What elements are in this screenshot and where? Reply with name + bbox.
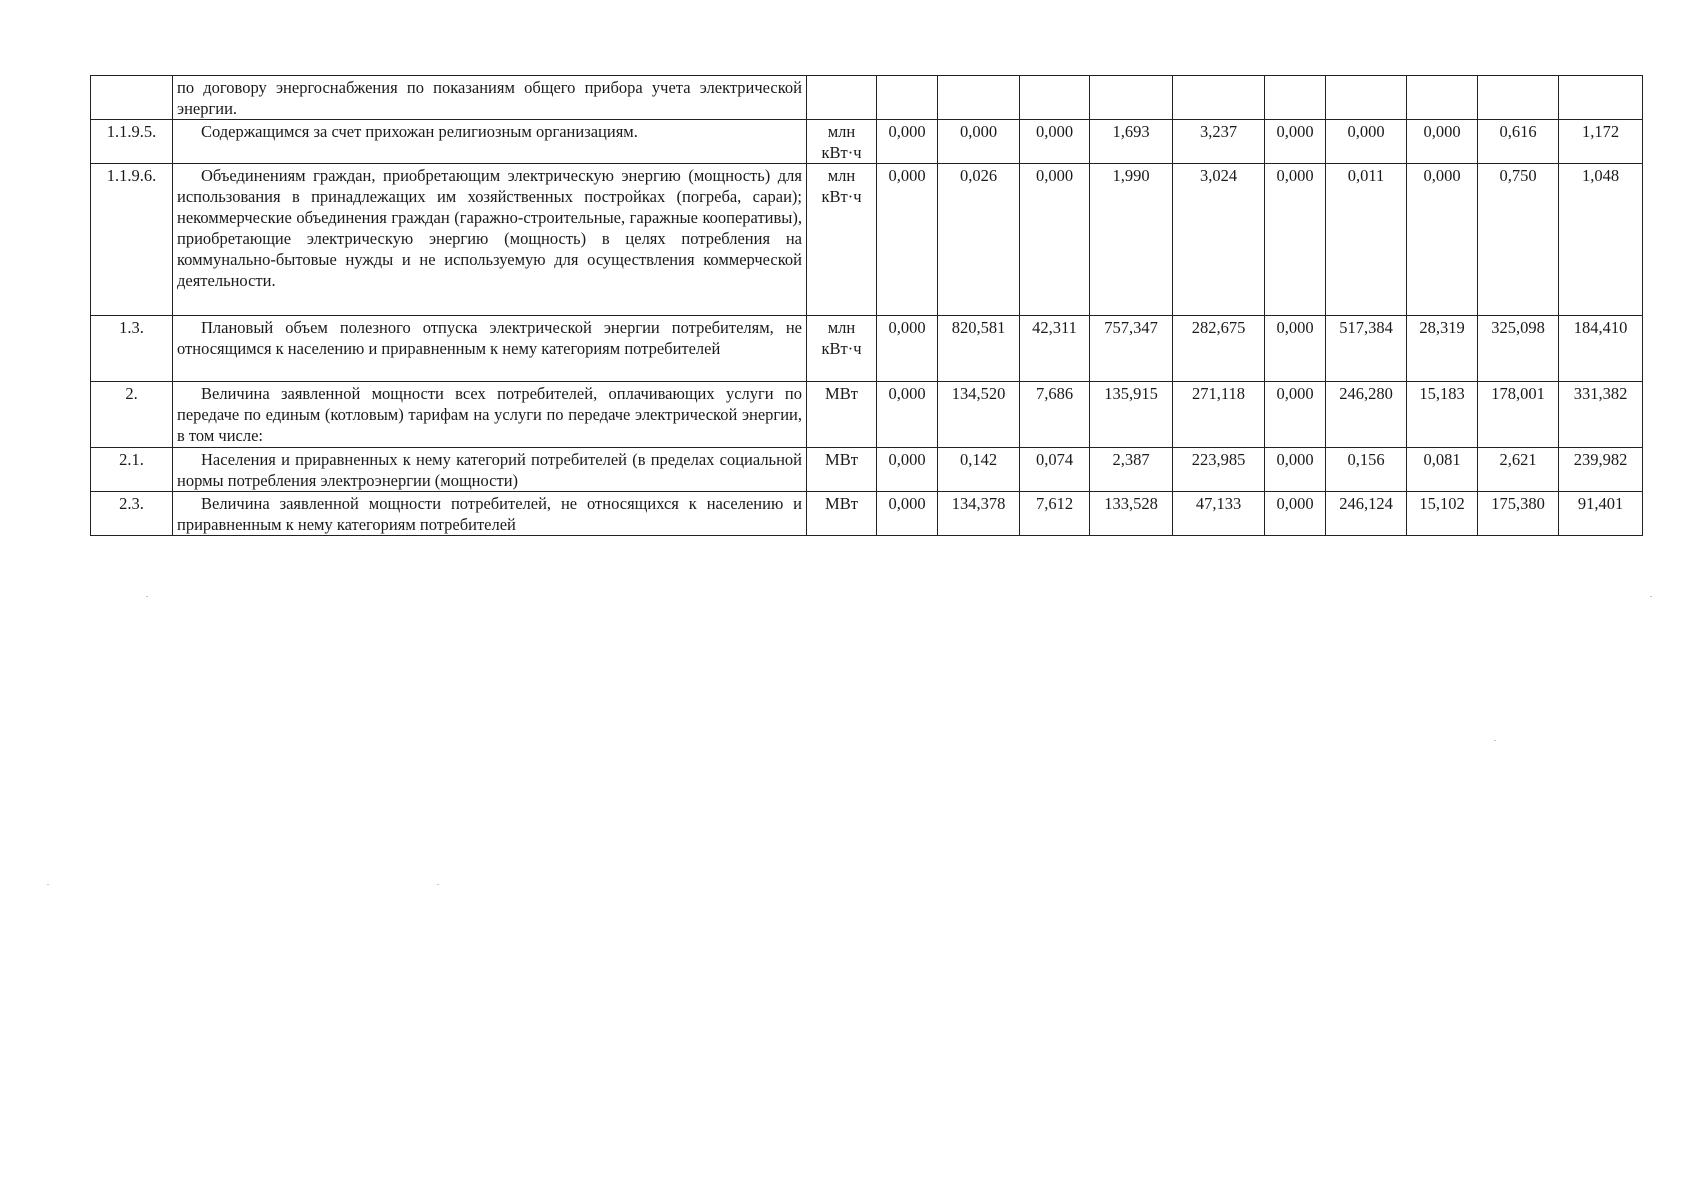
value-cell: 0,000 xyxy=(877,448,938,492)
value-cell: 239,982 xyxy=(1559,448,1643,492)
row-unit: МВт xyxy=(807,448,877,492)
value-cell xyxy=(1407,76,1478,120)
value-cell: 223,985 xyxy=(1173,448,1265,492)
value-cell xyxy=(1265,76,1326,120)
value-cell: 28,319 xyxy=(1407,316,1478,382)
tariff-table-sheet xyxy=(90,75,1642,536)
row-number: 2. xyxy=(91,382,173,448)
row-description: Объединениям граждан, приобретающим электрическую энергию (мощность) для использования в принадлежащих им хозяйственных постройках (погреба, сараи); некоммерческие объединения граждан (гаражно-строительные, гаражные кооперативы), приобретающие электрическую энергию (мощность) в целях потребления на коммунально-бытовые нужды и не используемую для осуществления коммерческой деятельности. xyxy=(173,164,807,316)
value-cell: 133,528 xyxy=(1090,492,1173,536)
value-cell xyxy=(938,76,1020,120)
scan-speck xyxy=(1650,596,1652,597)
value-cell: 15,102 xyxy=(1407,492,1478,536)
value-cell: 0,026 xyxy=(938,164,1020,316)
scan-speck xyxy=(437,884,439,885)
value-cell: 134,520 xyxy=(938,382,1020,448)
value-cell: 1,048 xyxy=(1559,164,1643,316)
value-cell: 0,000 xyxy=(1265,164,1326,316)
value-cell: 0,156 xyxy=(1326,448,1407,492)
value-cell: 757,347 xyxy=(1090,316,1173,382)
row-number: 2.1. xyxy=(91,448,173,492)
row-number: 1.3. xyxy=(91,316,173,382)
value-cell: 135,915 xyxy=(1090,382,1173,448)
value-cell: 184,410 xyxy=(1559,316,1643,382)
value-cell: 0,000 xyxy=(1265,120,1326,164)
row-number: 1.1.9.6. xyxy=(91,164,173,316)
value-cell: 0,000 xyxy=(877,120,938,164)
row-number: 2.3. xyxy=(91,492,173,536)
row-number: 1.1.9.5. xyxy=(91,120,173,164)
value-cell: 282,675 xyxy=(1173,316,1265,382)
table-row xyxy=(91,164,1643,316)
value-cell: 0,074 xyxy=(1020,448,1090,492)
value-cell: 331,382 xyxy=(1559,382,1643,448)
value-cell xyxy=(1559,76,1643,120)
table-row xyxy=(91,76,1643,120)
row-unit: МВт xyxy=(807,492,877,536)
value-cell: 0,000 xyxy=(1265,448,1326,492)
value-cell: 0,000 xyxy=(1265,316,1326,382)
scan-speck xyxy=(146,596,148,597)
value-cell xyxy=(1478,76,1559,120)
value-cell: 820,581 xyxy=(938,316,1020,382)
row-description: Величина заявленной мощности всех потребителей, оплачивающих услуги по передаче по единым (котловым) тарифам на услуги по передаче электрической энергии, в том числе: xyxy=(173,382,807,448)
value-cell: 7,686 xyxy=(1020,382,1090,448)
value-cell: 42,311 xyxy=(1020,316,1090,382)
value-cell: 0,000 xyxy=(877,164,938,316)
scan-speck xyxy=(1494,740,1496,741)
tariff-table-body xyxy=(91,76,1643,536)
value-cell: 0,616 xyxy=(1478,120,1559,164)
value-cell: 3,237 xyxy=(1173,120,1265,164)
value-cell: 175,380 xyxy=(1478,492,1559,536)
row-description: Величина заявленной мощности потребителей, не относящихся к населению и приравненным к нему категориям потребителей xyxy=(173,492,807,536)
row-unit: МВт xyxy=(807,382,877,448)
row-description: Населения и приравненных к нему категорий потребителей (в пределах социальной нормы потребления электроэнергии (мощности) xyxy=(173,448,807,492)
value-cell: 3,024 xyxy=(1173,164,1265,316)
value-cell: 91,401 xyxy=(1559,492,1643,536)
value-cell: 1,990 xyxy=(1090,164,1173,316)
value-cell: 0,142 xyxy=(938,448,1020,492)
row-description: Содержащимся за счет прихожан религиозным организациям. xyxy=(173,120,807,164)
value-cell: 0,000 xyxy=(1326,120,1407,164)
value-cell: 0,000 xyxy=(877,382,938,448)
value-cell xyxy=(877,76,938,120)
row-unit xyxy=(807,76,877,120)
value-cell: 246,124 xyxy=(1326,492,1407,536)
value-cell: 246,280 xyxy=(1326,382,1407,448)
value-cell: 1,693 xyxy=(1090,120,1173,164)
table-row xyxy=(91,120,1643,164)
tariff-table xyxy=(90,75,1643,536)
value-cell: 7,612 xyxy=(1020,492,1090,536)
value-cell: 47,133 xyxy=(1173,492,1265,536)
value-cell: 0,000 xyxy=(1020,164,1090,316)
value-cell xyxy=(1090,76,1173,120)
table-row xyxy=(91,316,1643,382)
value-cell: 178,001 xyxy=(1478,382,1559,448)
value-cell xyxy=(1173,76,1265,120)
value-cell: 1,172 xyxy=(1559,120,1643,164)
value-cell: 325,098 xyxy=(1478,316,1559,382)
row-description: Плановый объем полезного отпуска электрической энергии потребителям, не относящимся к населению и приравненным к нему категориям потребителей xyxy=(173,316,807,382)
value-cell: 0,081 xyxy=(1407,448,1478,492)
value-cell xyxy=(1326,76,1407,120)
value-cell: 0,000 xyxy=(938,120,1020,164)
value-cell: 15,183 xyxy=(1407,382,1478,448)
value-cell: 2,387 xyxy=(1090,448,1173,492)
value-cell xyxy=(1020,76,1090,120)
value-cell: 2,621 xyxy=(1478,448,1559,492)
value-cell: 0,000 xyxy=(1020,120,1090,164)
value-cell: 0,000 xyxy=(1265,382,1326,448)
table-row xyxy=(91,448,1643,492)
value-cell: 0,000 xyxy=(877,316,938,382)
value-cell: 0,000 xyxy=(1265,492,1326,536)
row-number xyxy=(91,76,173,120)
value-cell: 517,384 xyxy=(1326,316,1407,382)
table-row xyxy=(91,492,1643,536)
value-cell: 271,118 xyxy=(1173,382,1265,448)
table-row xyxy=(91,382,1643,448)
value-cell: 0,000 xyxy=(877,492,938,536)
value-cell: 0,011 xyxy=(1326,164,1407,316)
value-cell: 0,000 xyxy=(1407,164,1478,316)
row-unit: млн кВт·ч xyxy=(807,164,877,316)
value-cell: 134,378 xyxy=(938,492,1020,536)
row-unit: млн кВт·ч xyxy=(807,316,877,382)
value-cell: 0,000 xyxy=(1407,120,1478,164)
row-unit: млн кВт·ч xyxy=(807,120,877,164)
value-cell: 0,750 xyxy=(1478,164,1559,316)
row-description: по договору энергоснабжения по показаниям общего прибора учета электрической энергии. xyxy=(173,76,807,120)
scan-speck xyxy=(47,884,49,885)
